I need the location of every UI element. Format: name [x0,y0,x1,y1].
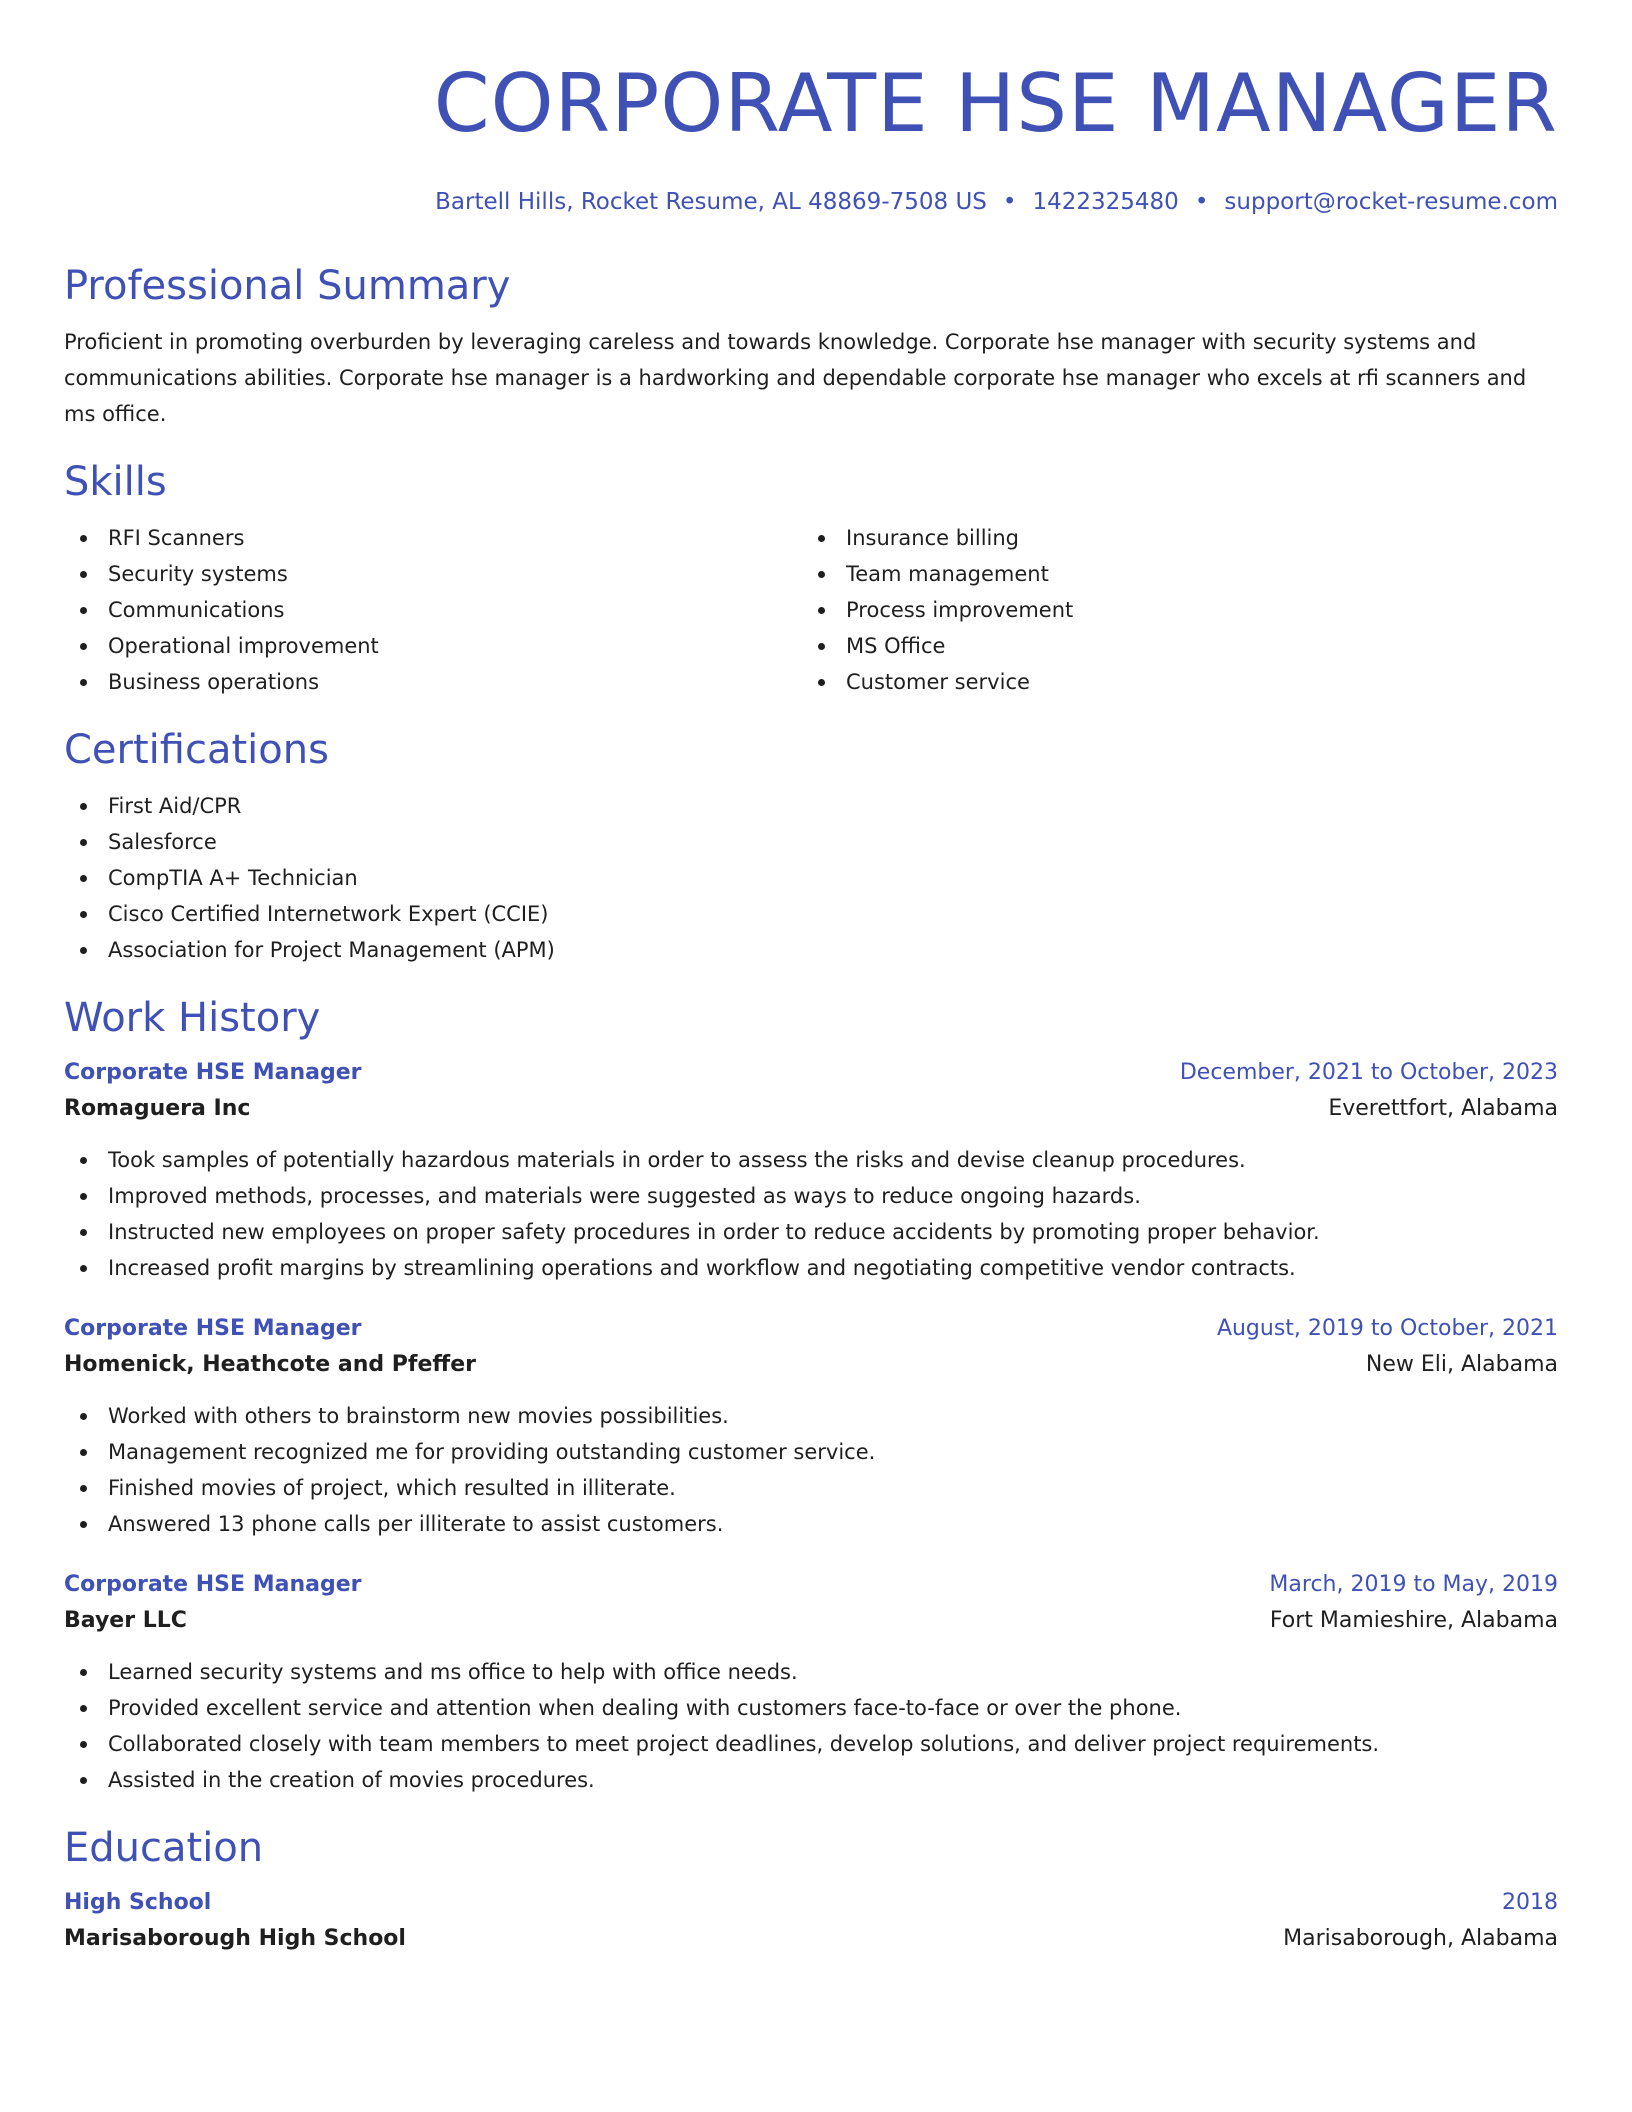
job-header-row [64,1056,1558,1090]
skill-item: RFI Scanners [64,520,802,556]
job-company-row [64,1090,1558,1128]
job-bullet: Collaborated closely with team members to meet project deadlines, develop solutions, and deliver project requirements. [64,1726,1558,1762]
job-bullets [64,1142,1558,1286]
job-bullet: Finished movies of project, which resulted in illiterate. [64,1470,1558,1506]
job-bullets [64,1654,1558,1798]
job-title: Corporate HSE Manager [64,1572,362,1597]
job-location: New Eli, Alabama [1365,1352,1558,1377]
contact-line [64,186,1558,218]
skill-item: Insurance billing [802,520,1540,556]
job-header-row [64,1568,1558,1602]
job-company-row [64,1346,1558,1384]
contact-separator: • [1194,189,1209,215]
education-school-row [64,1920,1558,1958]
summary-text: Proficient in promoting overburden by leveraging careless and towards knowledge. Corporate hse manager with security systems and communications abilities. Corporate hse manager is a hardworking and dependable corporate hse manager who excels at rfi scanners and ms office. [64,330,1527,426]
skill-item: Operational improvement [64,628,802,664]
certification-item: Salesforce [64,824,1558,860]
job-entry [64,1312,1558,1542]
job-bullet: Assisted in the creation of movies procedures. [64,1762,1558,1798]
job-company: Bayer LLC [64,1608,187,1633]
certification-item: Cisco Certified Internetwork Expert (CCIE) [64,896,1558,932]
education-header-row [64,1886,1558,1920]
job-bullet: Worked with others to brainstorm new movies possibilities. [64,1398,1558,1434]
job-dates: March, 2019 to May, 2019 [1269,1572,1558,1597]
contact-separator: • [1002,189,1017,215]
education-year: 2018 [1502,1890,1558,1915]
work-history-heading: Work History [64,995,321,1041]
education-degree: High School [64,1890,212,1915]
certifications-list [64,788,1558,968]
job-company: Homenick, Heathcote and Pfeffer [64,1352,476,1377]
job-entry [64,1568,1558,1798]
job-bullet: Increased profit margins by streamlining operations and workflow and negotiating competitive vendor contracts. [64,1250,1558,1286]
certification-item: Association for Project Management (APM) [64,932,1558,968]
certification-item: First Aid/CPR [64,788,1558,824]
job-title: Corporate HSE Manager [64,1316,362,1341]
certifications-heading: Certifications [64,727,329,773]
job-bullet: Improved methods, processes, and materials were suggested as ways to reduce ongoing hazards. [64,1178,1558,1214]
skill-item: Process improvement [802,592,1540,628]
skill-item: Business operations [64,664,802,700]
resume-title: CORPORATE HSE MANAGER [433,57,1558,150]
job-company-row [64,1602,1558,1640]
skill-item: MS Office [802,628,1540,664]
job-dates: August, 2019 to October, 2021 [1216,1316,1558,1341]
summary-heading: Professional Summary [64,263,511,309]
job-bullet: Learned security systems and ms office to help with office needs. [64,1654,1558,1690]
skills-list-left [64,520,802,700]
job-bullet: Instructed new employees on proper safety procedures in order to reduce accidents by promoting proper behavior. [64,1214,1558,1250]
contact-phone: 1422325480 [1032,189,1179,215]
job-bullet: Took samples of potentially hazardous materials in order to assess the risks and devise cleanup procedures. [64,1142,1558,1178]
contact-address: Bartell Hills, Rocket Resume, AL 48869-7508 US [435,189,987,215]
education-entry [64,1886,1558,1958]
education-school: Marisaborough High School [64,1926,406,1951]
skills-list-right [802,520,1540,700]
job-bullet: Management recognized me for providing outstanding customer service. [64,1434,1558,1470]
job-entry [64,1056,1558,1286]
skill-item: Security systems [64,556,802,592]
certification-item: CompTIA A+ Technician [64,860,1558,896]
job-dates: December, 2021 to October, 2023 [1179,1060,1558,1085]
skills-grid [64,520,1558,700]
job-location: Everettfort, Alabama [1328,1096,1558,1121]
job-bullets [64,1398,1558,1542]
job-bullet: Provided excellent service and attention when dealing with customers face-to-face or over the phone. [64,1690,1558,1726]
skill-item: Customer service [802,664,1540,700]
job-header-row [64,1312,1558,1346]
skill-item: Communications [64,592,802,628]
job-company: Romaguera Inc [64,1096,251,1121]
skill-item: Team management [802,556,1540,592]
job-title: Corporate HSE Manager [64,1060,362,1085]
resume-page [64,0,1558,1958]
contact-email[interactable]: support@rocket-resume.com [1224,189,1558,215]
education-heading: Education [64,1825,264,1871]
job-bullet: Answered 13 phone calls per illiterate to assist customers. [64,1506,1558,1542]
skills-heading: Skills [64,459,167,505]
education-location: Marisaborough, Alabama [1283,1926,1558,1951]
job-location: Fort Mamieshire, Alabama [1269,1608,1558,1633]
